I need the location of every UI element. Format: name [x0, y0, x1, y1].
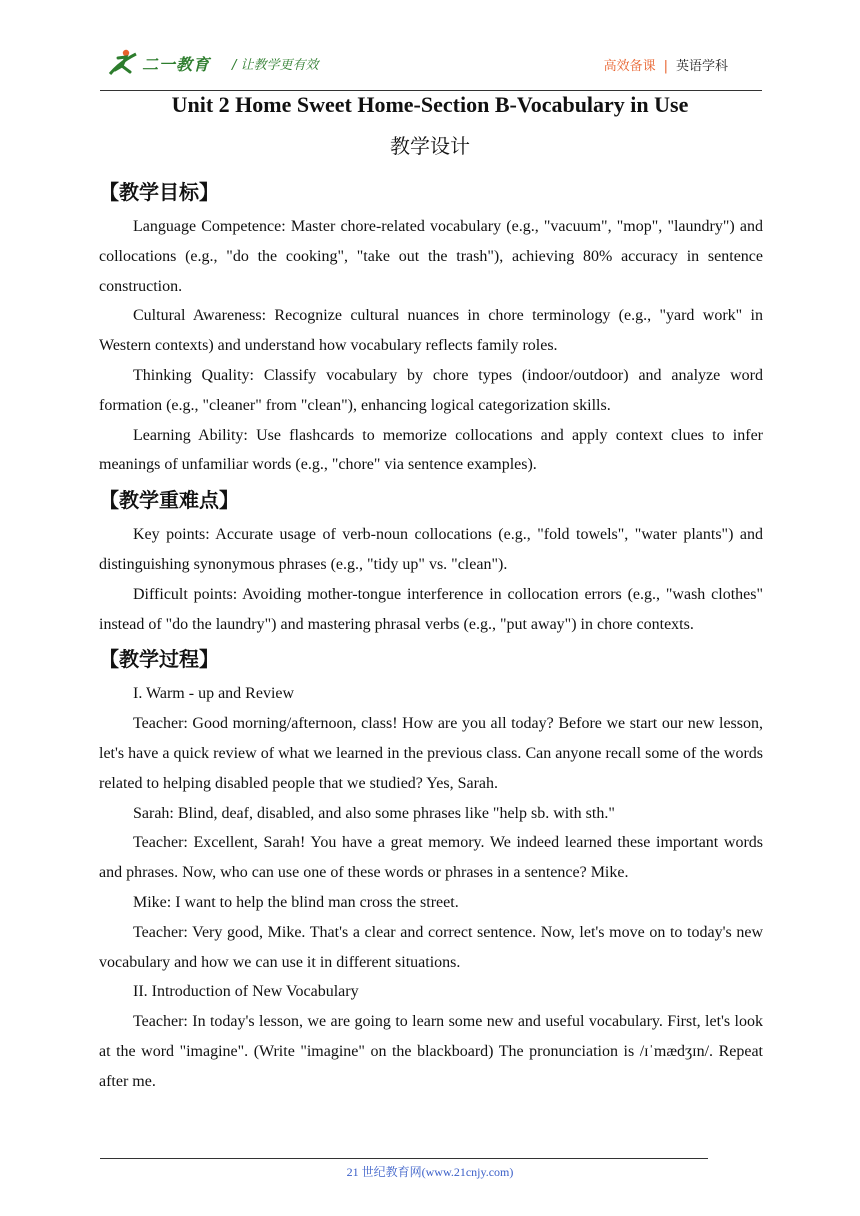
paragraph: II. Introduction of New Vocabulary — [133, 983, 359, 1001]
header-separator: | — [663, 59, 668, 74]
paragraph: Teacher: Very good, Mike. That's a clear and correct sentence. Now, let's move on to today's new vocabulary and how we can use it in different situations. — [99, 923, 763, 971]
paragraph: I. Warm - up and Review — [133, 685, 295, 703]
header-tag-right: 英语学科 — [675, 59, 728, 74]
footer-link[interactable]: 21 世纪教育网(www.21cnjy.com) — [346, 1165, 514, 1179]
header-subject — [604, 55, 728, 74]
document-title: Unit 2 Home Sweet Home-Section B-Vocabulary in Use — [171, 92, 689, 117]
header-tag-left: 高效备课 — [603, 59, 656, 74]
runner-logo-icon — [106, 48, 140, 78]
paragraph: Difficult points: Avoiding mother-tongue interference in collocation errors (e.g., "wash clothes" instead of "do the laundry") and mastering phrasal verbs (e.g., "put away") in chore contexts. — [99, 585, 763, 633]
paragraph: Thinking Quality: Classify vocabulary by chore types (indoor/outdoor) and analyze word formation (e.g., "cleaner" from "clean"), enhancing logical categorization skills. — [99, 366, 763, 414]
paragraph: Mike: I want to help the blind man cross the street. — [133, 893, 459, 911]
logo-text: 二一教育 — [142, 54, 211, 74]
paragraph: Key points: Accurate usage of verb-noun collocations (e.g., "fold towels", "water plants") and distinguishing synonymous phrases (e.g., "tidy up" vs. "clean"). — [99, 526, 763, 573]
section-heading-keypoints: 【教学重难点】 — [99, 488, 239, 513]
paragraph: Language Competence: Master chore-related vocabulary (e.g., "vacuum", "mop", "laundry") and collocations (e.g., "do the cooking", "take out the trash"), achieving 80% accuracy in sentence construction. — [99, 218, 763, 295]
paragraph: Sarah: Blind, deaf, disabled, and also some phrases like "help sb. with sth." — [133, 804, 615, 822]
paragraph: Teacher: Good morning/afternoon, class! How are you all today? Before we start our new lesson, let's have a quick review of what we learned in the previous class. Can anyone recall some of the words related to helping disabled people that we studied? Yes, Sarah. — [99, 715, 763, 792]
page-header — [100, 46, 762, 91]
document-body — [99, 172, 763, 1097]
footer-divider — [100, 1158, 708, 1159]
section-heading-goals: 【教学目标】 — [99, 180, 219, 204]
section-heading-process: 【教学过程】 — [99, 647, 219, 672]
document-subtitle: 教学设计 — [390, 134, 470, 158]
paragraph: Learning Ability: Use flashcards to memorize collocations and apply context clues to infer meanings of unfamiliar words (e.g., "chore" via sentence examples). — [99, 426, 763, 474]
paragraph: Teacher: In today's lesson, we are going to learn some new and useful vocabulary. First, let's look at the word "imagine". (Write "imagine" on the blackboard) The pronunciation is /ɪˈmædʒɪn/. Repeat after me. — [99, 1013, 763, 1090]
paragraph: Teacher: Excellent, Sarah! You have a great memory. We indeed learned these important words and phrases. Now, who can use one of these words or phrases in a sentence? Mike. — [99, 834, 763, 882]
paragraph: Cultural Awareness: Recognize cultural nuances in chore terminology (e.g., "yard work" in Western contexts) and understand how vocabulary reflects family roles. — [99, 307, 763, 355]
header-slogan: / 让教学更有效 — [232, 57, 319, 73]
logo — [106, 46, 319, 80]
